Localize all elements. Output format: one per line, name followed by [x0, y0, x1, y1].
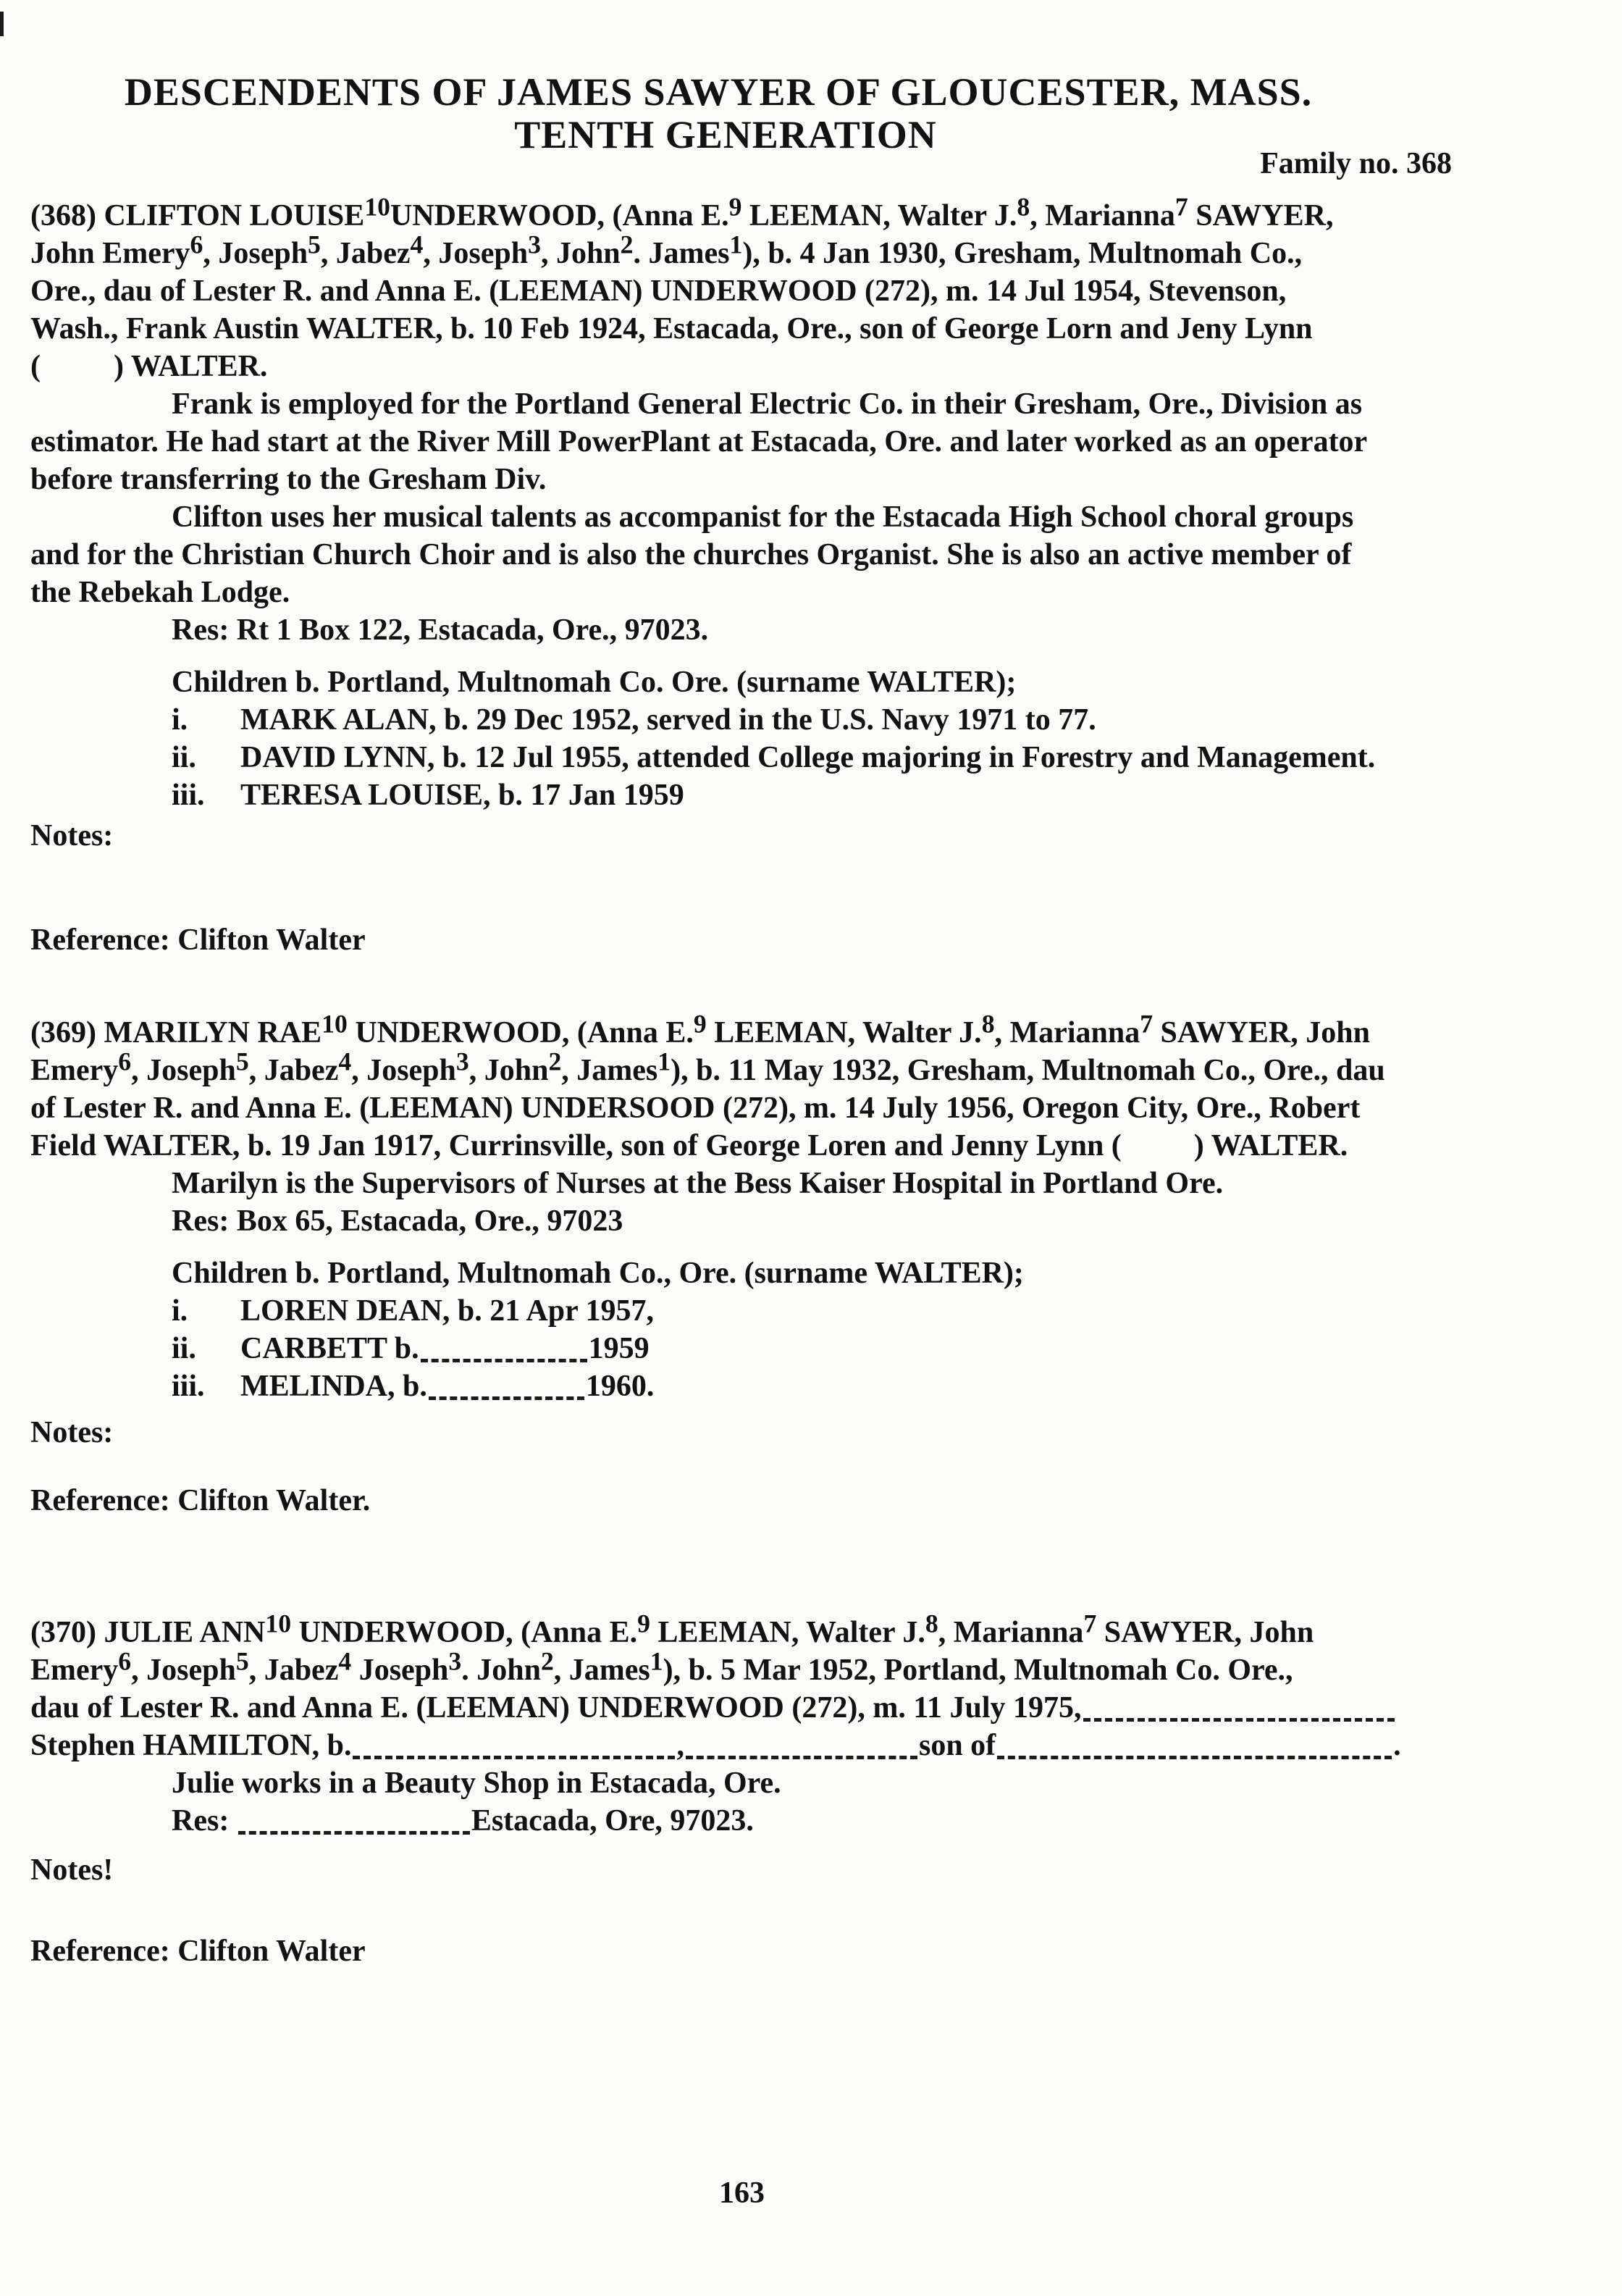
entry-369-line-2: Emery$^6$, Joseph$^5$, Jabez$^4$, Joseph$^3$, John$^2$, James$^1$), b. 11 May 1932, Gresham, Multnomah Co., Ore., dau: [30, 1047, 1385, 1087]
entry-368-line-8: before transferring to the Gresham Div.: [30, 463, 547, 496]
page-subtitle: TENTH GENERATION: [514, 113, 937, 156]
entry-368-line-11: the Rebekah Lodge.: [30, 576, 290, 609]
entry-369-paragraph: [30, 1009, 1600, 1240]
entry-369-child-1: i. LOREN DEAN, b. 21 Apr 1957,: [172, 1294, 654, 1328]
entry-369-reference: Reference: Clifton Walter.: [30, 1484, 371, 1517]
entry-369-child-2: ii. CARBETT b. 1959: [172, 1332, 650, 1365]
entry-370-notes-label: Notes!: [30, 1853, 114, 1887]
entry-370-line-2: Emery$^6$, Joseph$^5$, Jabez$^4$ Joseph$^3$. John$^2$, James$^1$), b. 5 Mar 1952, Portland, Multnomah Co. Ore.,: [30, 1646, 1293, 1687]
entry-370-line-4: Stephen HAMILTON, b. , son of .: [30, 1729, 1401, 1762]
entry-368-children-list: [30, 663, 1600, 814]
entry-368-line-3: Ore., dau of Lester R. and Anna E. (LEEMAN) UNDERWOOD (272), m. 14 Jul 1954, Stevenson,: [30, 275, 1287, 308]
entry-368-child-2: ii. DAVID LYNN, b. 12 Jul 1955, attended College majoring in Forestry and Management.: [172, 741, 1376, 774]
entry-370-residence: Res: Estacada, Ore, 97023.: [172, 1804, 754, 1838]
entry-368-children-header: Children b. Portland, Multnomah Co. Ore. (surname WALTER);: [172, 666, 1017, 699]
entry-369-residence: Res: Box 65, Estacada, Ore., 97023: [172, 1204, 623, 1238]
page-title: DESCENDENTS OF JAMES SAWYER OF GLOUCESTER, MASS.: [124, 70, 1313, 114]
entry-369-line-4: Field WALTER, b. 19 Jan 1917, Currinsville, son of George Loren and Jenny Lynn ( ) WALTER.: [30, 1129, 1348, 1162]
entry-370-reference: Reference: Clifton Walter: [30, 1935, 366, 1968]
entry-368-line-6: Frank is employed for the Portland General Electric Co. in their Gresham, Ore., Division as: [172, 387, 1363, 421]
family-number: Family no. 368: [1260, 147, 1452, 180]
entry-369-line-3: of Lester R. and Anna E. (LEEMAN) UNDERSOOD (272), m. 14 July 1956, Oregon City, Ore., Robert: [30, 1092, 1361, 1125]
entry-368-residence: Res: Rt 1 Box 122, Estacada, Ore., 97023.: [172, 613, 709, 647]
entry-368-line-1: (368) CLIFTON LOUISE$^{10}$UNDERWOOD, (Anna E.$^9$ LEEMAN, Walter J.$^8$, Marianna$^7$ SAWYER,: [30, 192, 1334, 232]
entry-368-notes-label: Notes:: [30, 819, 114, 852]
entry-368-child-3: iii. TERESA LOUISE, b. 17 Jan 1959: [172, 779, 684, 812]
entry-370-line-3: dau of Lester R. and Anna E. (LEEMAN) UNDERWOOD (272), m. 11 July 1975,: [30, 1689, 1600, 1727]
entry-368-line-9: Clifton uses her musical talents as accompanist for the Estacada High School choral groups: [172, 500, 1354, 534]
entry-368-child-1: i. MARK ALAN, b. 29 Dec 1952, served in the U.S. Navy 1971 to 77.: [172, 703, 1096, 737]
entry-368-paragraph: [30, 192, 1600, 649]
entry-368-line-5: ( ) WALTER.: [30, 350, 268, 383]
entry-368-line-2: John Emery$^6$, Joseph$^5$, Jabez$^4$, Joseph$^3$, John$^2$. James$^1$), b. 4 Jan 1930, Gresham, Multnomah Co.,: [30, 230, 1303, 270]
entry-369-line-1: (369) MARILYN RAE$^{10}$ UNDERWOOD, (Anna E.$^9$ LEEMAN, Walter J.$^8$, Marianna$^7$ SAWYER, John: [30, 1009, 1370, 1049]
entry-368-line-4: Wash., Frank Austin WALTER, b. 10 Feb 1924, Estacada, Ore., son of George Lorn and Jeny Lynn: [30, 312, 1313, 345]
entry-369-children-header: Children b. Portland, Multnomah Co., Ore. (surname WALTER);: [172, 1257, 1024, 1290]
scan-edge-artifact: [0, 12, 4, 36]
entry-369-line-5: Marilyn is the Supervisors of Nurses at the Bess Kaiser Hospital in Portland Ore.: [172, 1167, 1224, 1200]
entry-368-reference: Reference: Clifton Walter: [30, 923, 366, 957]
entry-369-notes-label: Notes:: [30, 1416, 114, 1449]
entry-369-children-list: [30, 1254, 1600, 1405]
page-number: 163: [719, 2176, 765, 2210]
entry-368-line-10: and for the Christian Church Choir and is also the churches Organist. She is also an active member of: [30, 538, 1352, 571]
entry-370-line-5: Julie works in a Beauty Shop in Estacada, Ore.: [172, 1767, 781, 1800]
entry-370-paragraph: [30, 1609, 1600, 1840]
entry-369-child-3: iii. MELINDA, b. 1960.: [172, 1370, 655, 1403]
entry-370-line-1: (370) JULIE ANN$^{10}$ UNDERWOOD, (Anna E.$^9$ LEEMAN, Walter J.$^8$, Marianna$^7$ SAWYER, John: [30, 1609, 1314, 1649]
entry-368-line-7: estimator. He had start at the River Mill PowerPlant at Estacada, Ore. and later worked as an operator: [30, 425, 1368, 458]
